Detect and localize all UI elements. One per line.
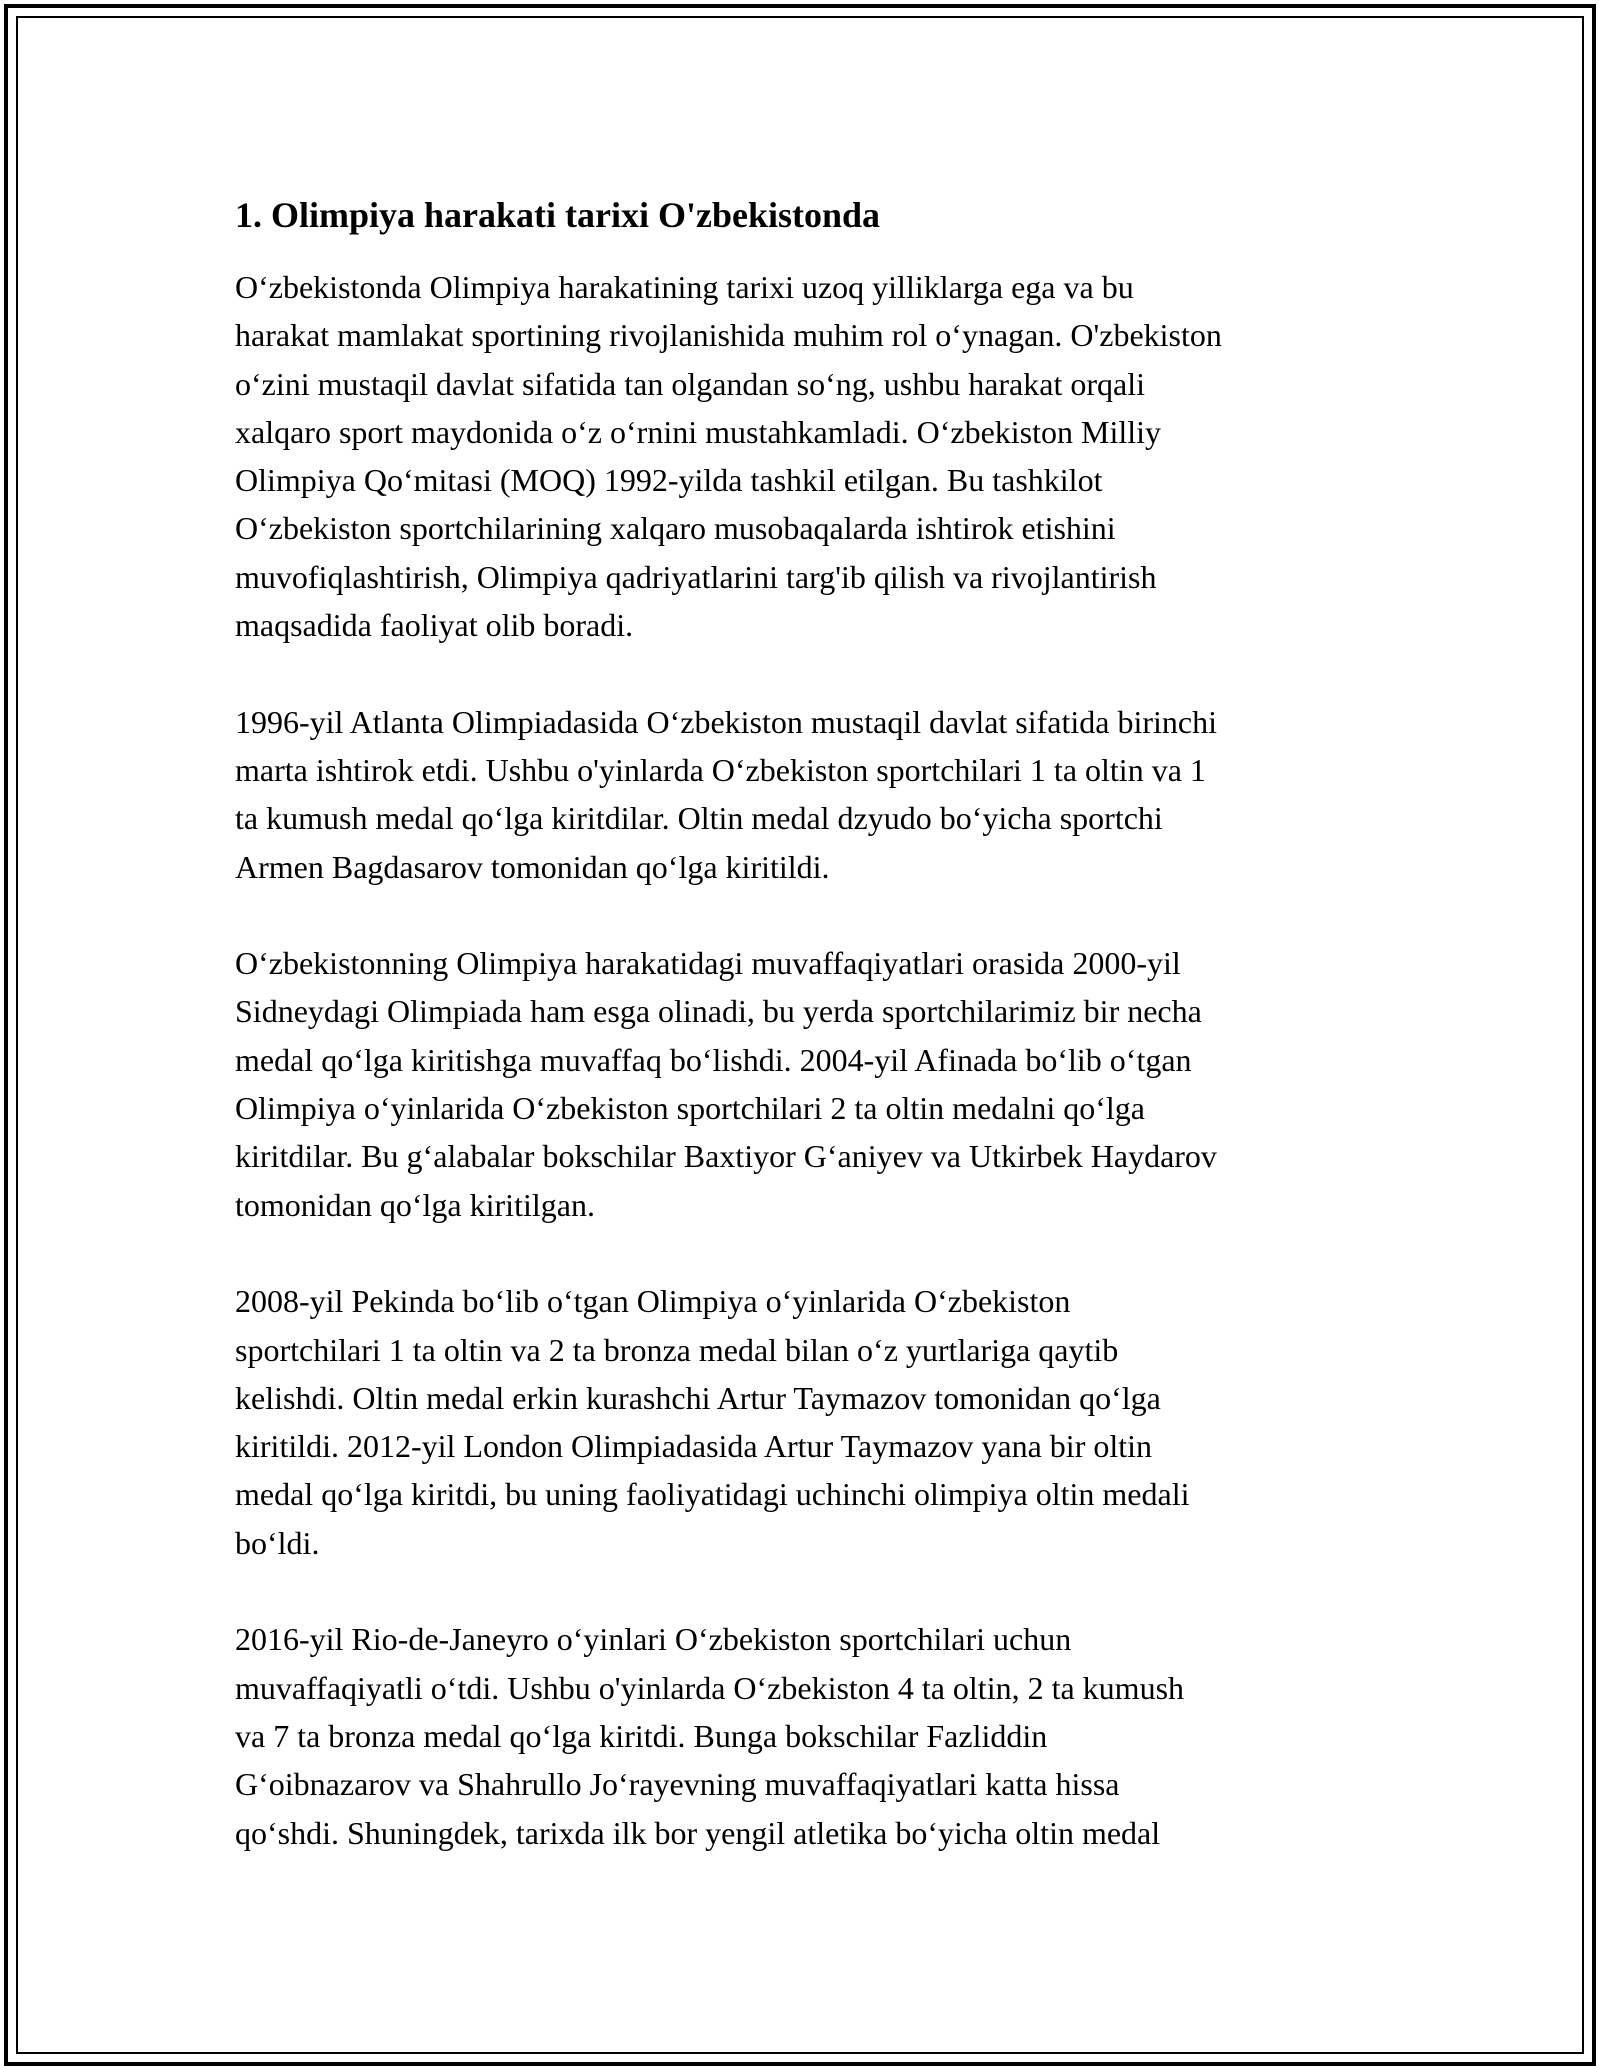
text-line: 2016-yil Rio-de-Janeyro o‘yinlari O‘zbekiston sportchilari uchun xyxy=(235,1621,1072,1658)
text-line: G‘oibnazarov va Shahrullo Jo‘rayevning muvaffaqiyatlari katta hissa xyxy=(235,1766,1120,1803)
text-line: va 7 ta bronza medal qo‘lga kiritdi. Bunga bokschilar Fazliddin xyxy=(235,1717,1048,1754)
text-line: bo‘ldi. xyxy=(235,1524,320,1561)
text-line: Armen Bagdasarov tomonidan qo‘lga kiritildi. xyxy=(235,848,830,885)
text-line: Sidneydagi Olimpiada ham esga olinadi, bu yerda sportchilarimiz bir necha xyxy=(235,993,1202,1030)
text-line: O‘zbekistonda Olimpiya harakatining tarixi uzoq yilliklarga ega va bu xyxy=(235,269,1134,305)
section-heading: 1. Olimpiya harakati tarixi O'zbekistonda xyxy=(235,195,881,235)
text-line: xalqaro sport maydonida o‘z o‘rnini mustahkamladi. O‘zbekiston Milliy xyxy=(235,413,1162,450)
text-line: muvofiqlashtirish, Olimpiya qadriyatlarini targ'ib qilish va rivojlantirish xyxy=(235,558,1157,595)
text-line: kelishdi. Oltin medal erkin kurashchi Artur Taymazov tomonidan qo‘lga xyxy=(235,1379,1161,1416)
text-line: marta ishtirok etdi. Ushbu o'yinlarda O‘zbekiston sportchilari 1 ta oltin va 1 xyxy=(235,751,1206,788)
paragraph-1 xyxy=(235,263,1370,649)
text-line: medal qo‘lga kiritishga muvaffaq bo‘lishdi. 2004-yil Afinada bo‘lib o‘tgan xyxy=(235,1041,1192,1078)
paragraph-3 xyxy=(235,939,1370,1229)
paragraph-2 xyxy=(235,698,1370,891)
text-line: ta kumush medal qo‘lga kiritdilar. Oltin medal dzyudo bo‘yicha sportchi xyxy=(235,800,1163,837)
text-line: medal qo‘lga kiritdi, bu uning faoliyatidagi uchinchi olimpiya oltin medali xyxy=(235,1476,1190,1513)
text-line: o‘zini mustaqil davlat sifatida tan olgandan so‘ng, ushbu harakat orqali xyxy=(235,365,1145,402)
text-line: O‘zbekistonning Olimpiya harakatidagi muvaffaqiyatlari orasida 2000-yil xyxy=(235,945,1181,982)
text-line: 2008-yil Pekinda bo‘lib o‘tgan Olimpiya o‘yinlarida O‘zbekiston xyxy=(235,1283,1071,1320)
text-line: harakat mamlakat sportining rivojlanishida muhim rol o‘ynagan. O'zbekiston xyxy=(235,317,1222,354)
text-line: kiritildi. 2012-yil London Olimpiadasida Artur Taymazov yana bir oltin xyxy=(235,1428,1153,1465)
text-line: qo‘shdi. Shuningdek, tarixda ilk bor yengil atletika bo‘yicha oltin medal xyxy=(235,1814,1161,1851)
text-line: kiritdilar. Bu g‘alabalar bokschilar Baxtiyor G‘aniyev va Utkirbek Haydarov xyxy=(235,1138,1217,1175)
text-line: O‘zbekiston sportchilarining xalqaro musobaqalarda ishtirok etishini xyxy=(235,510,1116,547)
text-line: maqsadida faoliyat olib boradi. xyxy=(235,607,634,644)
text-line: sportchilari 1 ta oltin va 2 ta bronza medal bilan o‘z yurtlariga qaytib xyxy=(235,1331,1119,1368)
text-line: tomonidan qo‘lga kiritilgan. xyxy=(235,1186,595,1223)
document-body xyxy=(235,187,1370,1905)
text-line: 1996-yil Atlanta Olimpiadasida O‘zbekiston mustaqil davlat sifatida birinchi xyxy=(235,703,1218,740)
text-line: muvaffaqiyatli o‘tdi. Ushbu o'yinlarda O‘zbekiston 4 ta oltin, 2 ta kumush xyxy=(235,1669,1185,1706)
paragraph-4 xyxy=(235,1277,1370,1567)
paragraph-5 xyxy=(235,1615,1370,1856)
text-line: Olimpiya o‘yinlarida O‘zbekiston sportchilari 2 ta oltin medalni qo‘lga xyxy=(235,1090,1145,1127)
text-line: Olimpiya Qo‘mitasi (MOQ) 1992-yilda tashkil etilgan. Bu tashkilot xyxy=(235,462,1103,499)
